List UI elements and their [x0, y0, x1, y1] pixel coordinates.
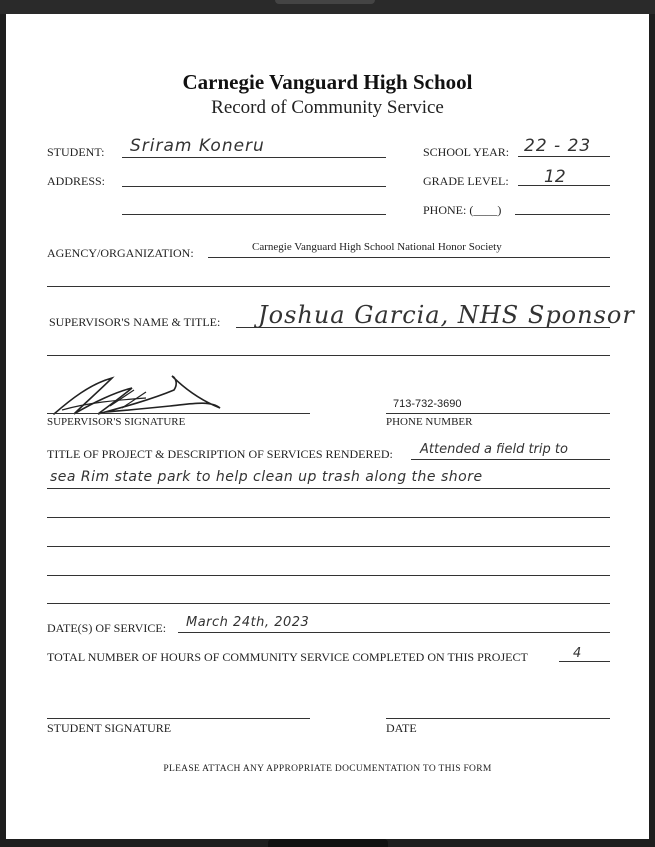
school-name: Carnegie Vanguard High School	[182, 70, 473, 94]
student-signature-label: STUDENT SIGNATURE	[47, 721, 172, 735]
supervisor-signature-line	[47, 413, 310, 414]
supervisor-phone-value: 713-732-3690	[393, 398, 462, 410]
form-title: Record of Community Service	[211, 97, 444, 118]
date-of-service-label: DATE(S) OF SERVICE:	[47, 621, 167, 635]
supervisor-value: Joshua Garcia, NHS Sponsor	[258, 301, 635, 329]
phone-number-label: PHONE NUMBER	[386, 416, 473, 428]
address-line-2	[122, 214, 386, 215]
student-name-value: Sriram Koneru	[130, 136, 265, 156]
school-year-value: 22 - 23	[524, 136, 592, 156]
school-year-line	[518, 156, 610, 157]
project-value-line-2: sea Rim state park to help clean up trash along the shore	[50, 469, 483, 485]
signature-date-label: DATE	[386, 721, 417, 735]
agency-line-2	[47, 286, 610, 287]
project-line-4	[47, 546, 610, 547]
project-line-6	[47, 603, 610, 604]
project-label: TITLE OF PROJECT & DESCRIPTION OF SERVICES RENDERED:	[47, 447, 393, 461]
project-value-line-1: Attended a field trip to	[420, 442, 568, 457]
supervisor-label: SUPERVISOR'S NAME & TITLE:	[49, 315, 221, 329]
supervisor-signature-label: SUPERVISOR'S SIGNATURE	[47, 416, 186, 428]
address-label: ADDRESS:	[47, 174, 106, 188]
agency-label: AGENCY/ORGANIZATION:	[47, 246, 194, 260]
student-signature-line	[47, 718, 310, 719]
date-of-service-value: March 24th, 2023	[186, 615, 310, 630]
hours-label: TOTAL NUMBER OF HOURS OF COMMUNITY SERVICE COMPLETED ON THIS PROJECT	[47, 650, 528, 664]
project-line-3	[47, 517, 610, 518]
viewer-top-notch	[275, 0, 375, 4]
phone-label: PHONE: (____)	[423, 203, 502, 217]
signature-date-line	[386, 718, 610, 719]
hours-line	[559, 661, 610, 662]
address-line-1	[122, 186, 386, 187]
date-of-service-line	[178, 632, 610, 633]
agency-value: Carnegie Vanguard High School National Honor Society	[252, 241, 502, 253]
grade-level-value: 12	[544, 167, 566, 187]
hours-value: 4	[573, 646, 582, 661]
supervisor-line-2	[47, 355, 610, 356]
footer-note: PLEASE ATTACH ANY APPROPRIATE DOCUMENTATION TO THIS FORM	[163, 764, 492, 774]
project-line-5	[47, 575, 610, 576]
student-label: STUDENT:	[47, 145, 105, 159]
document-page	[6, 14, 649, 839]
school-year-label: SCHOOL YEAR:	[423, 145, 510, 159]
agency-line	[208, 257, 610, 258]
phone-number-line	[386, 413, 610, 414]
supervisor-signature-scribble	[50, 370, 310, 418]
student-line	[122, 157, 386, 158]
viewer-bottom-notch	[268, 839, 388, 847]
project-line-1	[411, 459, 610, 460]
phone-line	[515, 214, 610, 215]
project-line-2	[47, 488, 610, 489]
grade-level-label: GRADE LEVEL:	[423, 174, 509, 188]
